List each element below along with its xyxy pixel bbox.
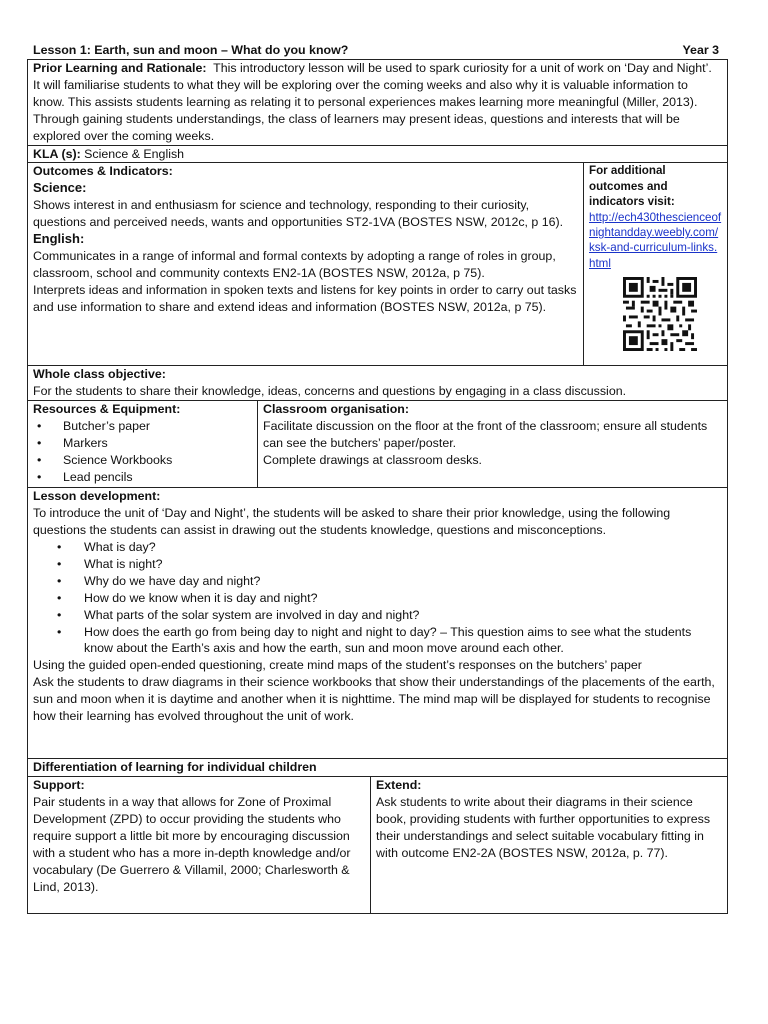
organisation-text-2: Complete drawings at classroom desks. [263, 452, 482, 467]
list-item: • What parts of the solar system are involved in day and night? [57, 607, 722, 624]
qr-code-icon [623, 277, 697, 351]
development-para-2: Ask the students to draw diagrams in their science workbooks that show their understandings of the placements of the earth, sun and moon when it is daytime and another when it is nighttime. The mind map will be displayed for students to recognise how their learning has evolved throughout the unit of work. [33, 675, 715, 724]
resources-label: Resources & Equipment: [33, 402, 181, 417]
resources-list [33, 418, 252, 486]
objective-row [28, 366, 728, 401]
support-extend-row [28, 777, 728, 914]
lesson-header [27, 42, 727, 59]
kla-label: KLA (s): [33, 146, 81, 161]
differentiation-label: Differentiation of learning for individual children [33, 760, 317, 775]
year-label: Year 3 [682, 43, 719, 57]
development-label: Lesson development: [33, 489, 161, 504]
list-item: • Lead pencils [37, 469, 252, 486]
extend-text: Ask students to write about their diagrams in their science book, providing students with further opportunities to express their understandings and select suitable vocabulary fitting in with outcome EN2-2A (BOSTES NSW, 2012a, p. 77). [376, 795, 711, 860]
additional-outcomes-label: For additional outcomes and indicators visit: [589, 164, 675, 209]
resources-row [28, 401, 728, 488]
lesson-plan-page [27, 42, 727, 914]
organisation-text-1: Facilitate discussion on the floor at the front of the classroom; ensure all students can see the butchers’ paper/poster. [263, 419, 708, 451]
differentiation-row [28, 759, 728, 777]
support-text: Pair students in a way that allows for Zone of Proximal Development (ZPD) to occur providing the students who require support a little bit more by encouraging discussion with a student who has a more in-depth knowledge and/or vocabulary (De Guerrero & Villamil, 2000; Charlesworth & Lind, 2013). [33, 795, 351, 894]
list-item: • How does the earth go from being day to night and night to day? – This question aims to see what the students know about the Earth’s axis and how the earth, sun and moon move around each other. [57, 624, 722, 658]
list-item: • Science Workbooks [37, 452, 252, 469]
kla-text: Science & English [84, 146, 185, 161]
objective-label: Whole class objective: [33, 367, 166, 382]
science-outcome: Shows interest in and enthusiasm for science and technology, responding to their curiosity, questions and perceived needs, wants and opportunities ST2-1VA (BOSTES NSW, 2012c, p 16). [33, 198, 564, 230]
objective-text: For the students to share their knowledge, ideas, concerns and questions by engaging in a class discussion. [33, 384, 627, 399]
lesson-plan-table [27, 59, 728, 914]
support-label: Support: [33, 778, 85, 793]
list-item: • Markers [37, 435, 252, 452]
list-item: • Why do we have day and night? [57, 573, 722, 590]
development-intro: To introduce the unit of ‘Day and Night’, the students will be asked to share their prior knowledge, using the following questions the students can assist in drawing out the students knowledge, questions and misconceptions. [33, 506, 671, 538]
english-label: English: [33, 231, 85, 247]
english-outcome-2: Interprets ideas and information in spoken texts and listens for key points in order to carry out tasks and use information to share and extend ideas and information (BOSTES NSW, 2012a, p 75). [33, 282, 577, 314]
development-para-1: Using the guided open-ended questioning, create mind maps of the student’s responses on the butchers’ paper [33, 658, 642, 673]
lesson-title: Lesson 1: Earth, sun and moon – What do you know? [33, 43, 349, 57]
science-label: Science: [33, 180, 87, 196]
outcomes-row [28, 163, 728, 366]
kla-row [28, 145, 728, 163]
list-item: • What is day? [57, 539, 722, 556]
list-item: • Butcher’s paper [37, 418, 252, 435]
questions-list [33, 539, 722, 657]
organisation-label: Classroom organisation: [263, 402, 409, 417]
prior-text: This introductory lesson will be used to spark curiosity for a unit of work on ‘Day and Night’. It will familiarise students to what they will be exploring over the coming weeks and also why it is valuable information to know. This assists students learning as relating it to personal experiences makes learning more meaningful (Miller, 2013). Through gaining students understandings, the class of learners may present ideas, questions and interests that will be explored over the coming weeks. [33, 61, 712, 143]
list-item: • What is night? [57, 556, 722, 573]
extend-label: Extend: [376, 778, 422, 793]
prior-label: Prior Learning and Rationale: [33, 61, 207, 75]
prior-learning-row [28, 60, 728, 146]
curriculum-link[interactable]: http://ech430thescienceofnightandday.weebly.com/ksk-and-curriculum-links.html [589, 210, 722, 270]
list-item: • How do we know when it is day and night? [57, 590, 722, 607]
outcomes-label: Outcomes & Indicators: [33, 164, 173, 179]
english-outcome-1: Communicates in a range of informal and formal contexts by adopting a range of roles in group, classroom, school and community contexts EN2-1A (BOSTES NSW, 2012a, p 75). [33, 248, 556, 280]
development-row [28, 488, 728, 759]
